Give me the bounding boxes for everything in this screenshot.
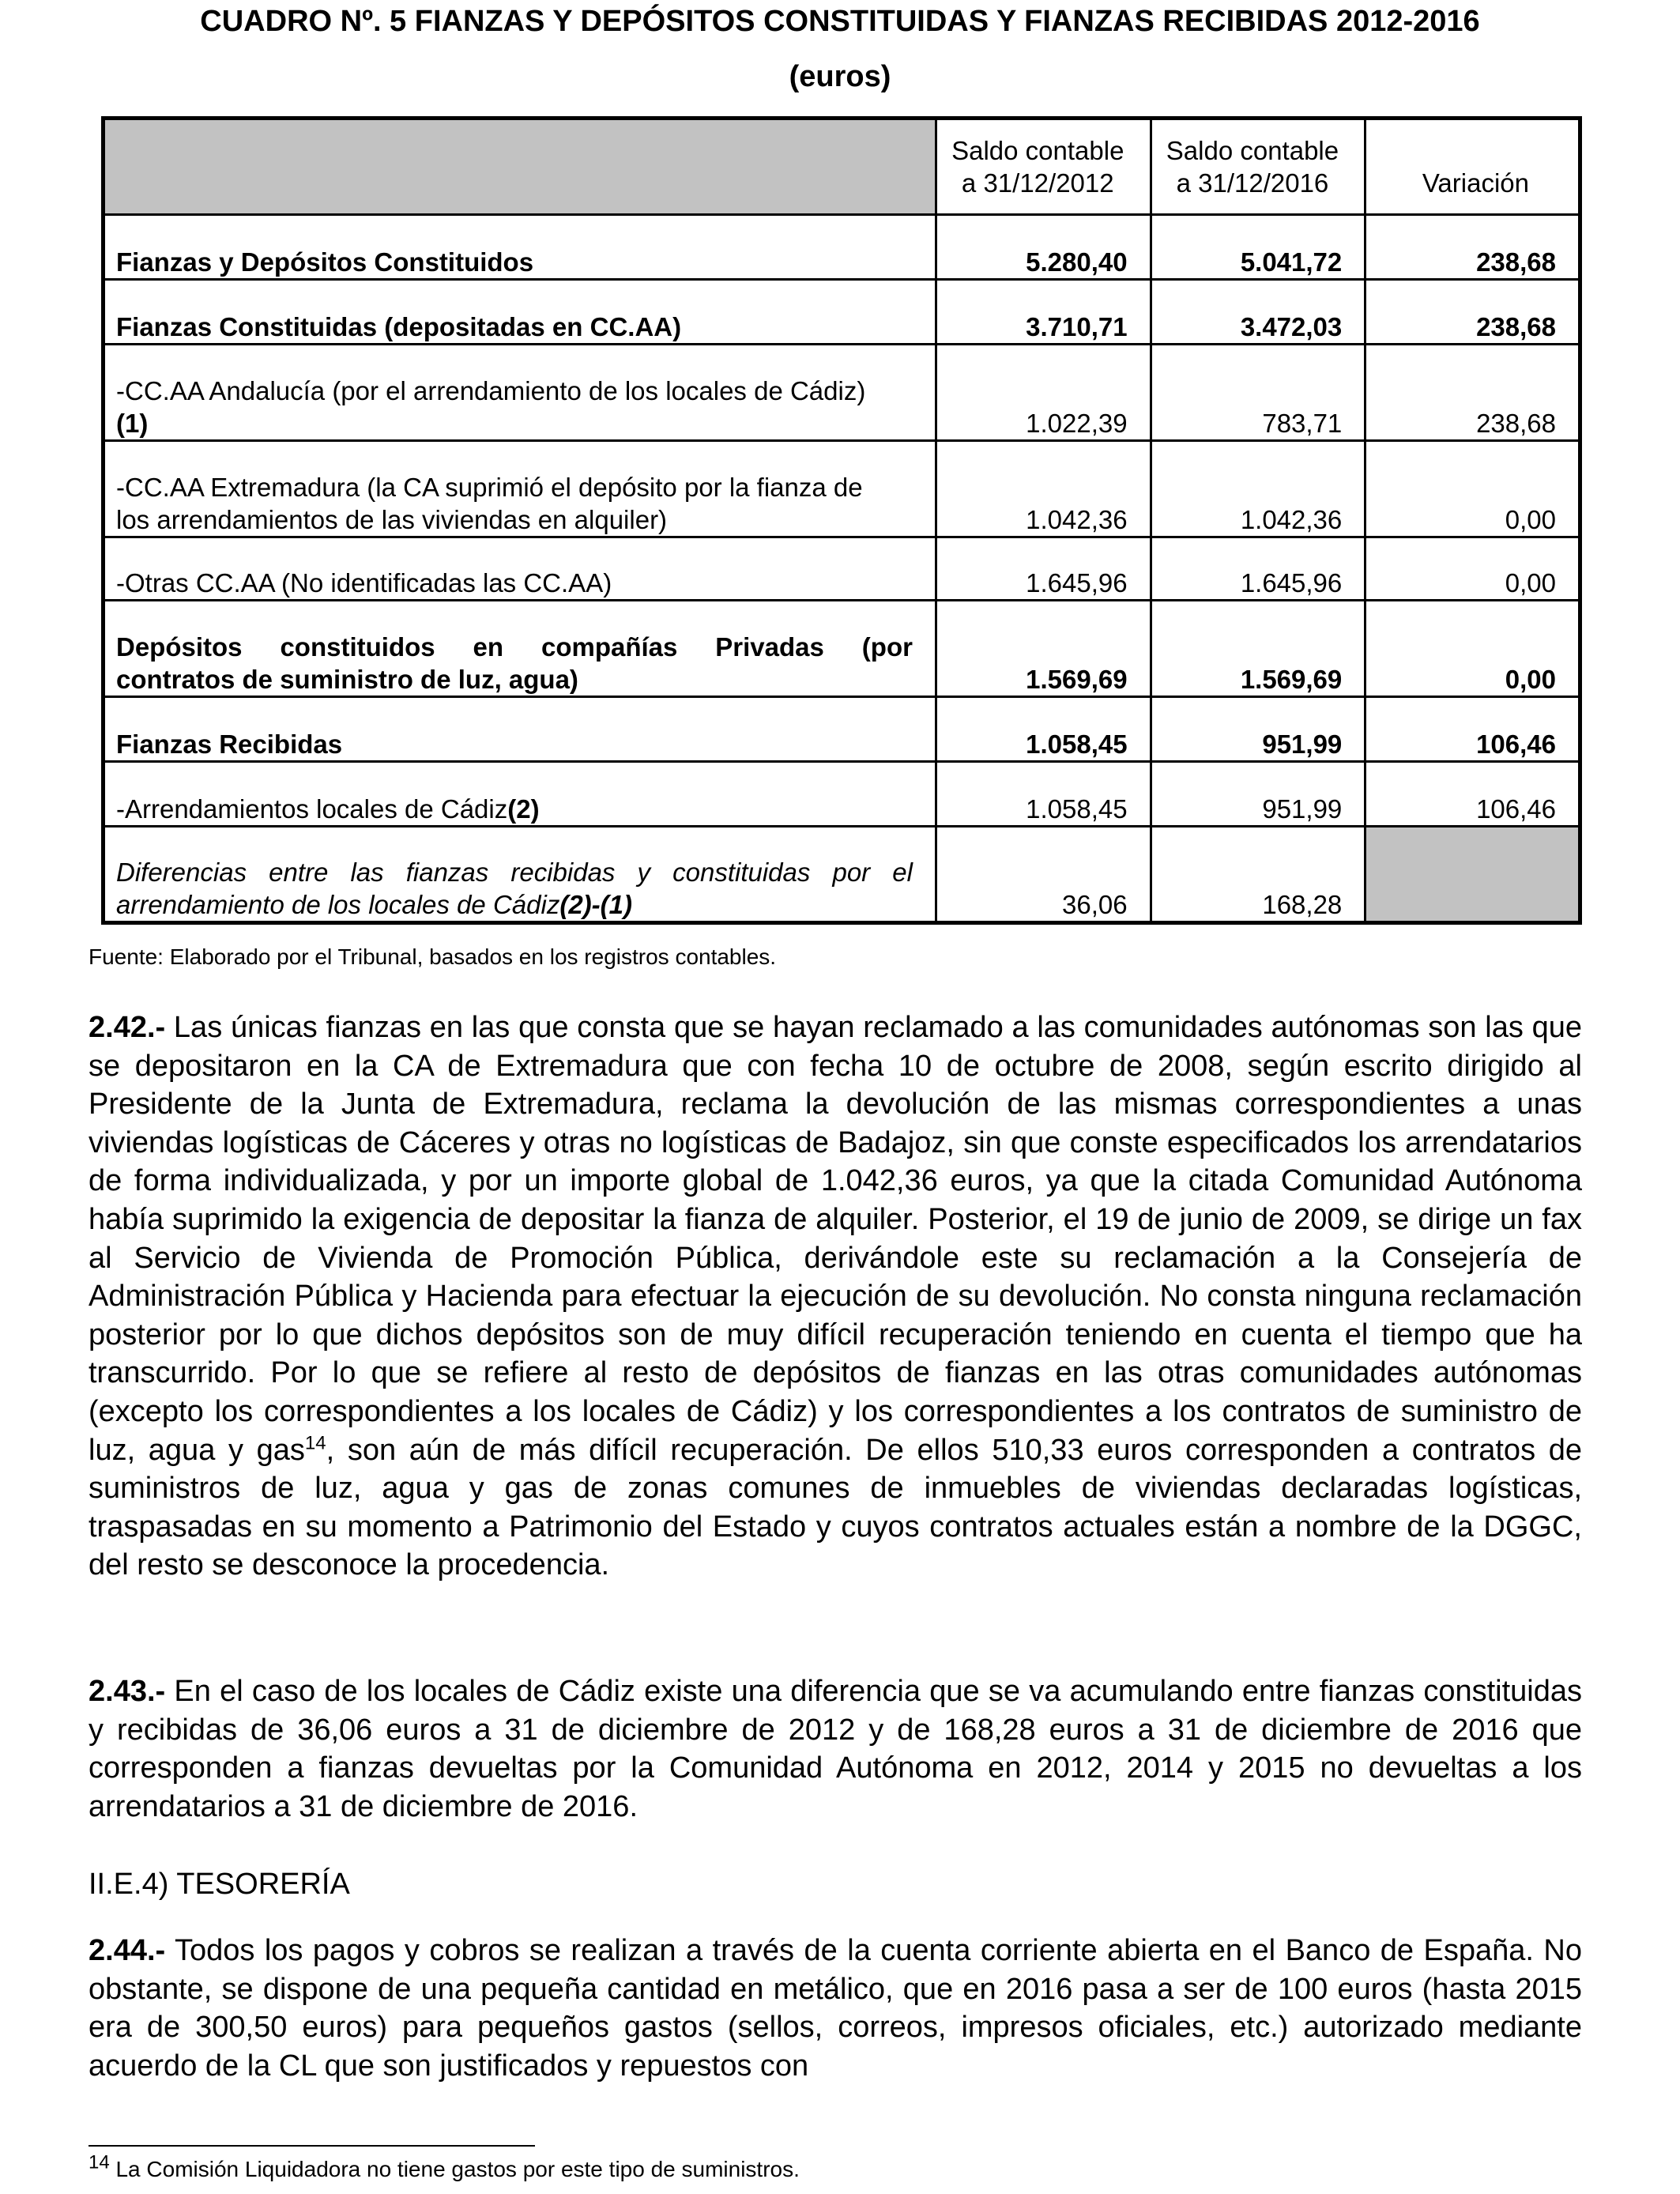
table-subtitle: (euros)	[789, 60, 891, 93]
row-label: Fianzas Recibidas	[104, 697, 936, 762]
table-row	[104, 215, 1580, 280]
paragraph-text: Las únicas fianzas en las que consta que se hayan reclamado a las comunidades autónomas son las que se depositaron en la CA de Extremadura que con fecha 10 de octubre de 2008, según escrito dirigido al Presidente de la Junta de Extremadura, reclama la devolución de las mismas correspondientes a unas viviendas logísticas de Cáceres y otras no logísticas de Badajoz, sin que conste especificados los arrendatarios de forma individualizada, y por un importe global de 1.042,36 euros, ya que la citada Comunidad Autónoma había suprimido la exigencia de depositar la fianza de alquiler. Posterior, el 19 de junio de 2009, se dirige un fax al Servicio de Vivienda de Promoción Pública, derivándole este su reclamación a la Consejería de Administración Pública y Hacienda para efectuar la ejecución de su devolución. No consta ninguna reclamación posterior por lo que dichos depósitos son de muy difícil recuperación teniendo en cuenta el tiempo que ha transcurrido. Por lo que se refiere al resto de depósitos de fianzas en las otras comunidades autónomas (excepto los correspondientes a los locales de Cádiz) y los correspondientes a los contratos de suministro de luz, agua y gas	[89, 1011, 1582, 1467]
table-row	[104, 827, 1580, 923]
table-header-row	[104, 119, 1580, 215]
footnote	[89, 2151, 800, 2183]
row-label	[104, 762, 936, 827]
paragraph-2-44	[89, 1932, 1582, 2085]
cell-2016: 1.042,36	[1151, 441, 1365, 537]
paragraph-number: 2.44.-	[89, 1934, 166, 1967]
row-label	[104, 827, 936, 923]
cell-2012: 36,06	[936, 827, 1151, 923]
cell-2012: 1.058,45	[936, 762, 1151, 827]
cell-2016: 1.569,69	[1151, 601, 1365, 697]
cell-variacion: 0,00	[1365, 601, 1580, 697]
row-label	[104, 601, 936, 697]
cell-variacion: 238,68	[1365, 280, 1580, 345]
paragraph-2-43	[89, 1672, 1582, 1826]
row-label-line: -Arrendamientos locales de Cádiz	[116, 794, 508, 824]
header-saldo-2012: Saldo contable a 31/12/2012	[936, 119, 1151, 215]
row-label-line: Diferencias entre las fianzas recibidas y constituidas por el	[116, 858, 913, 887]
cell-2012: 1.645,96	[936, 537, 1151, 601]
row-ref: (2)	[507, 794, 540, 824]
table-title: CUADRO Nº. 5 FIANZAS Y DEPÓSITOS CONSTITUIDAS Y FIANZAS RECIBIDAS 2012-2016	[200, 5, 1480, 38]
cell-variacion: 106,46	[1365, 697, 1580, 762]
paragraph-number: 2.42.-	[89, 1011, 166, 1044]
footnote-number: 14	[89, 2151, 110, 2173]
cell-variacion: 0,00	[1365, 441, 1580, 537]
paragraph-number: 2.43.-	[89, 1675, 166, 1708]
paragraph-2-42	[89, 1008, 1582, 1585]
header-variacion: Variación	[1365, 119, 1580, 215]
header-blank-cell	[104, 119, 936, 215]
row-label-line: los arrendamientos de las viviendas en alquiler)	[116, 505, 668, 534]
table-source-note: Fuente: Elaborado por el Tribunal, basados en los registros contables.	[89, 944, 777, 969]
row-label	[104, 441, 936, 537]
row-label: -Otras CC.AA (No identificadas las CC.AA)	[104, 537, 936, 601]
cell-2016: 951,99	[1151, 697, 1365, 762]
paragraph-text: , son aún de más difícil recuperación. De ellos 510,33 euros corresponden a contratos de suministros de luz, agua y gas de zonas comunes de inmuebles de viviendas declaradas logísticas, traspasadas en su momento a Patrimonio del Estado y cuyos contratos actuales están a nombre de la DGGC, del resto se desconoce la procedencia.	[89, 1433, 1582, 1582]
cell-2016: 3.472,03	[1151, 280, 1365, 345]
cell-2012: 1.042,36	[936, 441, 1151, 537]
cell-2012: 1.022,39	[936, 345, 1151, 441]
cell-2016: 168,28	[1151, 827, 1365, 923]
cell-2016: 783,71	[1151, 345, 1365, 441]
row-label: Fianzas y Depósitos Constituidos	[104, 215, 936, 280]
paragraph-text: En el caso de los locales de Cádiz existe una diferencia que se va acumulando entre fianzas constituidas y recibidas de 36,06 euros a 31 de diciembre de 2012 y de 168,28 euros a 31 de diciembre de 2016 que corresponden a fianzas devueltas por la Comunidad Autónoma en 2012, 2014 y 2015 no devueltas a los arrendatarios a 31 de diciembre de 2016.	[89, 1675, 1582, 1823]
cell-2016: 951,99	[1151, 762, 1365, 827]
cell-variacion: 106,46	[1365, 762, 1580, 827]
paragraph-text: Todos los pagos y cobros se realizan a través de la cuenta corriente abierta en el Banco de España. No obstante, se dispone de una pequeña cantidad en metálico, que en 2016 pasa a ser de 100 euros (hasta 2015 era de 300,50 euros) para pequeños gastos (sellos, correos, impresos oficiales, etc.) autorizado mediante acuerdo de la CL que son justificados y repuestos con	[89, 1934, 1582, 2083]
table-row	[104, 697, 1580, 762]
section-heading: II.E.4) TESORERÍA	[89, 1868, 350, 1901]
row-label: Fianzas Constituidas (depositadas en CC.AA)	[104, 280, 936, 345]
row-label-line: Depósitos constituidos en compañías Privadas (por	[116, 632, 913, 662]
table-row	[104, 537, 1580, 601]
cell-2012: 3.710,71	[936, 280, 1151, 345]
table-row	[104, 280, 1580, 345]
cell-variacion: 0,00	[1365, 537, 1580, 601]
table-row	[104, 441, 1580, 537]
row-label-line: contratos de suministro de luz, agua)	[116, 665, 578, 694]
row-label-line: -CC.AA Extremadura (la CA suprimió el depósito por la fianza de	[116, 473, 863, 502]
cell-variacion: 238,68	[1365, 345, 1580, 441]
cell-2016: 1.645,96	[1151, 537, 1365, 601]
cell-variacion-empty	[1365, 827, 1580, 923]
cell-2012: 1.569,69	[936, 601, 1151, 697]
row-label-line: arrendamiento de los locales de Cádiz	[116, 890, 560, 919]
footnote-text: La Comisión Liquidadora no tiene gastos por este tipo de suministros.	[109, 2157, 800, 2181]
header-saldo-2016: Saldo contable a 31/12/2016	[1151, 119, 1365, 215]
cell-variacion: 238,68	[1365, 215, 1580, 280]
cell-2016: 5.041,72	[1151, 215, 1365, 280]
row-label-line: -CC.AA Andalucía (por el arrendamiento de los locales de Cádiz)	[116, 376, 866, 405]
row-ref: (1)	[116, 409, 149, 438]
table-row	[104, 345, 1580, 441]
table-row	[104, 762, 1580, 827]
footnote-ref: 14	[304, 1431, 326, 1453]
footnote-divider	[89, 2145, 535, 2147]
row-ref: (2)-(1)	[559, 890, 632, 919]
fianzas-table	[101, 116, 1582, 925]
cell-2012: 1.058,45	[936, 697, 1151, 762]
cell-2012: 5.280,40	[936, 215, 1151, 280]
row-label	[104, 345, 936, 441]
table-row	[104, 601, 1580, 697]
